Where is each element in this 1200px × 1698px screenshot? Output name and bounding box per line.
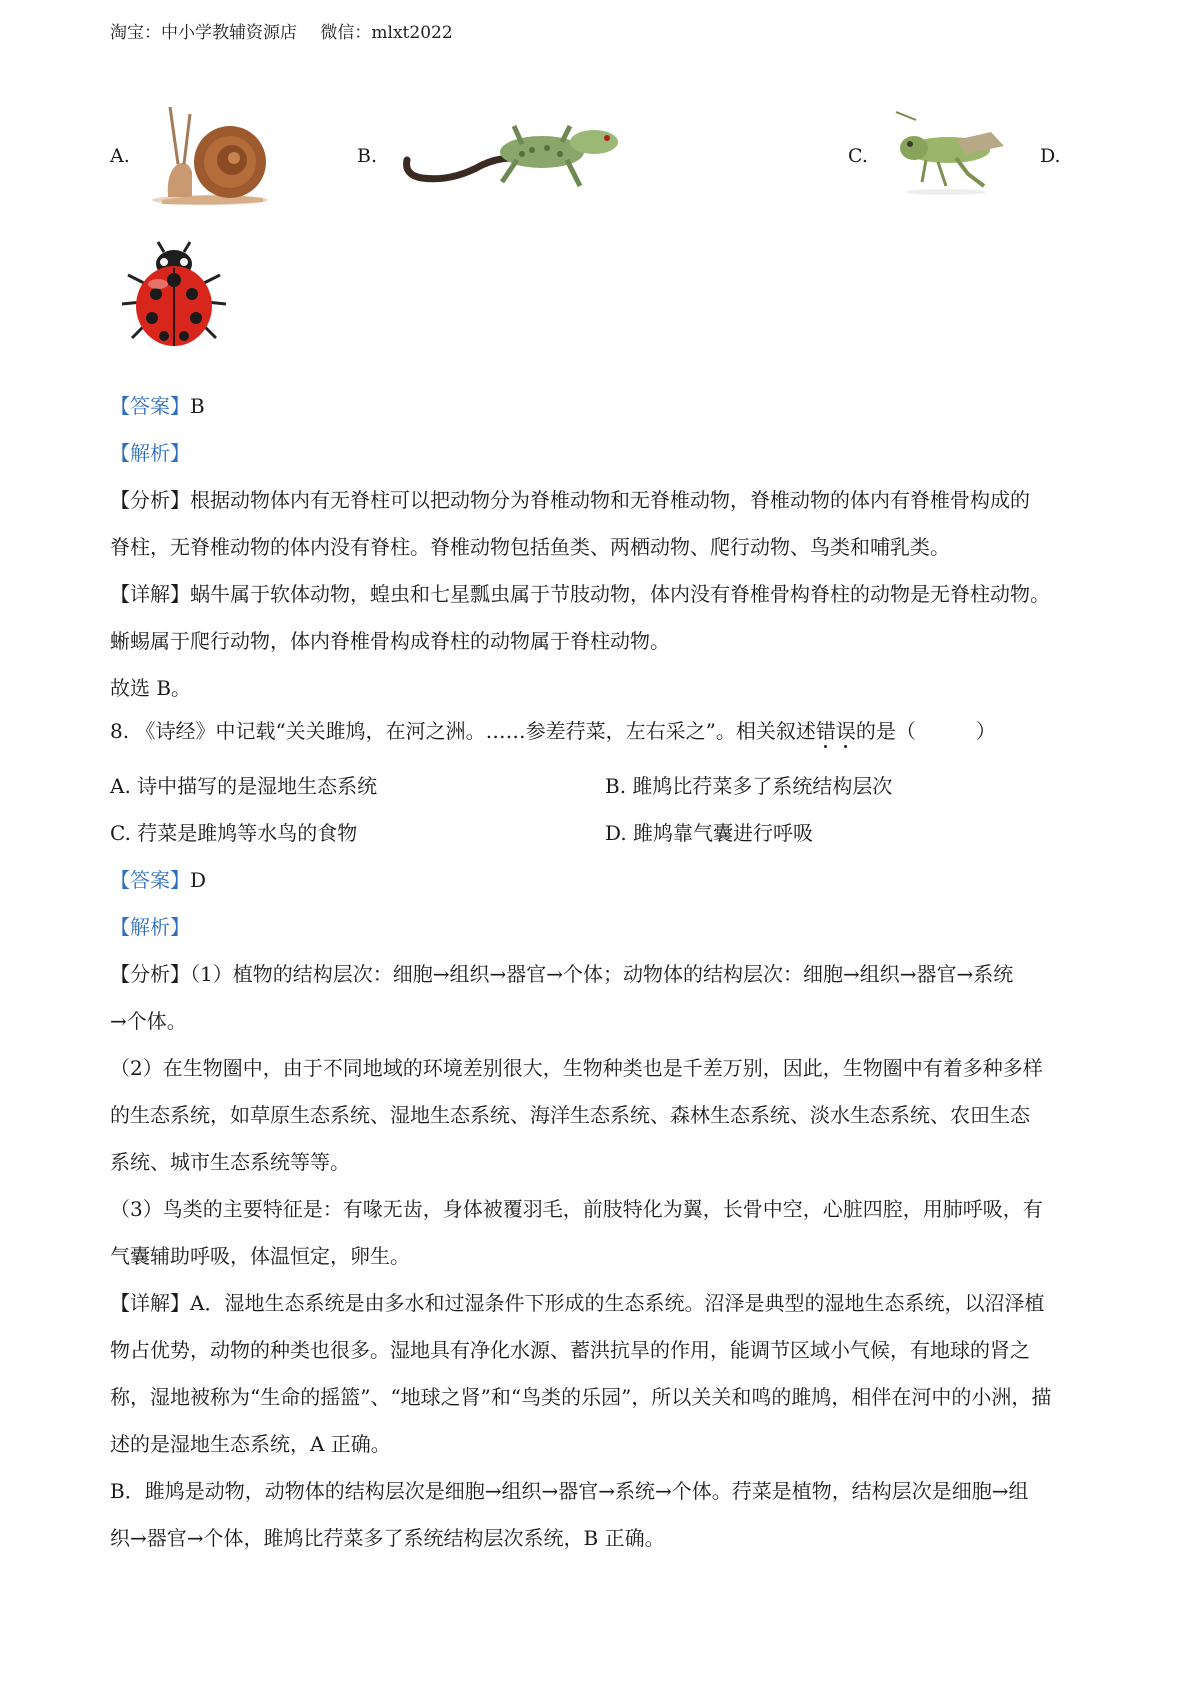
q7-fenxi-line-2: 脊柱，无脊椎动物的体内没有脊柱。脊椎动物包括鱼类、两栖动物、爬行动物、鸟类和哺乳类。 [110, 535, 950, 559]
header-wechat: 微信：mlxt2022 [320, 23, 453, 43]
q8-option-d: D. 雎鸠靠气囊进行呼吸 [605, 821, 814, 845]
answer-value: B [190, 394, 205, 418]
q8-option-b: B. 雎鸠比荇菜多了系统结构层次 [605, 774, 893, 798]
snail-icon [148, 102, 273, 207]
fenxi-text: 根据动物体内有无脊柱可以把动物分为脊椎动物和无脊椎动物，脊椎动物的体内有脊椎骨构成的 [190, 488, 1030, 512]
xiangjie-label: 【详解】 [110, 582, 190, 606]
q7-xiangjie-line-1 [110, 578, 1050, 607]
q8-option-c: C. 荇菜是雎鸠等水鸟的食物 [110, 821, 358, 845]
grasshopper-icon [886, 110, 1006, 195]
fenxi-text: （1）植物的结构层次：细胞→组织→器官→个体；动物体的结构层次：细胞→组织→器官→系统 [190, 962, 1014, 986]
ladybug-icon [118, 240, 230, 352]
page-header [110, 18, 471, 43]
q7-xiangjie-line-2: 蜥蜴属于爬行动物，体内脊椎骨构成脊柱的动物属于脊柱动物。 [110, 629, 670, 653]
option-b-label: B. [357, 145, 378, 167]
q7-analysis-label: 【解析】 [110, 441, 190, 465]
answer-label: 【答案】 [110, 868, 190, 892]
q8-stem-emphasis-2: 误 [835, 719, 856, 743]
answer-label: 【答案】 [110, 394, 190, 418]
q8-fenxi-line-1 [110, 958, 1013, 987]
q8-stem-prefix: 8. 《诗经》中记载“关关雎鸠，在河之洲。……参差荇菜，左右采之”。相关叙述 [110, 719, 816, 743]
q8-stem-suffix: 的是（ ） [855, 719, 996, 743]
q8-point2-line-2: 的生态系统，如草原生态系统、湿地生态系统、海洋生态系统、森林生态系统、淡水生态系统、农田生态 [110, 1103, 1030, 1127]
q8-xa-line-3: 称，湿地被称为“生命的摇篮”、“地球之肾”和“鸟类的乐园”，所以关关和鸣的雎鸠，相伴在河中的小洲，描 [110, 1385, 1052, 1409]
option-c-label: C. [848, 145, 868, 167]
q7-answer-line [110, 390, 205, 419]
answer-value: D [190, 868, 207, 892]
q8-xa-line-2: 物占优势，动物的种类也很多。湿地具有净化水源、蓄洪抗旱的作用，能调节区域小气候，有地球的肾之 [110, 1338, 1030, 1362]
q8-option-a: A. 诗中描写的是湿地生态系统 [110, 774, 378, 798]
q8-point2-line-1: （2）在生物圈中，由于不同地域的环境差别很大，生物种类也是千差万别，因此，生物圈中有着多种多样 [110, 1056, 1043, 1080]
fenxi-label: 【分析】 [110, 488, 190, 512]
q8-xiangjie-line-1 [110, 1287, 1044, 1316]
q7-conclusion: 故选 B。 [110, 676, 192, 700]
header-shop: 淘宝：中小学教辅资源店 [110, 23, 297, 43]
q7-fenxi-line-1 [110, 484, 1030, 513]
q8-stem-emphasis-1: 错 [815, 719, 836, 743]
q8-point3-line-2: 气囊辅助呼吸，体温恒定，卵生。 [110, 1244, 410, 1268]
q8-stem [110, 715, 996, 744]
xiangjie-text: 蜗牛属于软体动物，蝗虫和七星瓢虫属于节肢动物，体内没有脊椎骨构脊柱的动物是无脊柱动物。 [190, 582, 1050, 606]
xiangjie-text: A．湿地生态系统是由多水和过湿条件下形成的生态系统。沼泽是典型的湿地生态系统，以沼泽植 [190, 1291, 1045, 1315]
q8-point2-line-3: 系统、城市生态系统等等。 [110, 1150, 350, 1174]
q8-answer-line [110, 864, 206, 893]
option-d-label: D. [1040, 145, 1061, 167]
fenxi-label: 【分析】 [110, 962, 190, 986]
q8-fenxi-line-2: →个体。 [110, 1009, 187, 1033]
q8-point3-line-1: （3）鸟类的主要特征是：有喙无齿，身体被覆羽毛，前肢特化为翼，长骨中空，心脏四腔，用肺呼吸，有 [110, 1197, 1043, 1221]
xiangjie-label: 【详解】 [110, 1291, 190, 1315]
q8-analysis-label: 【解析】 [110, 915, 190, 939]
q8-xb-line-2: 织→器官→个体，雎鸠比荇菜多了系统结构层次系统，B 正确。 [110, 1526, 665, 1550]
q8-xb-line-1: B．雎鸠是动物，动物体的结构层次是细胞→组织→器官→系统→个体。荇菜是植物，结构层次是细胞→组 [110, 1479, 1029, 1503]
option-a-label: A. [110, 145, 130, 167]
lizard-icon [402, 120, 634, 202]
q8-xa-line-4: 述的是湿地生态系统，A 正确。 [110, 1432, 391, 1456]
